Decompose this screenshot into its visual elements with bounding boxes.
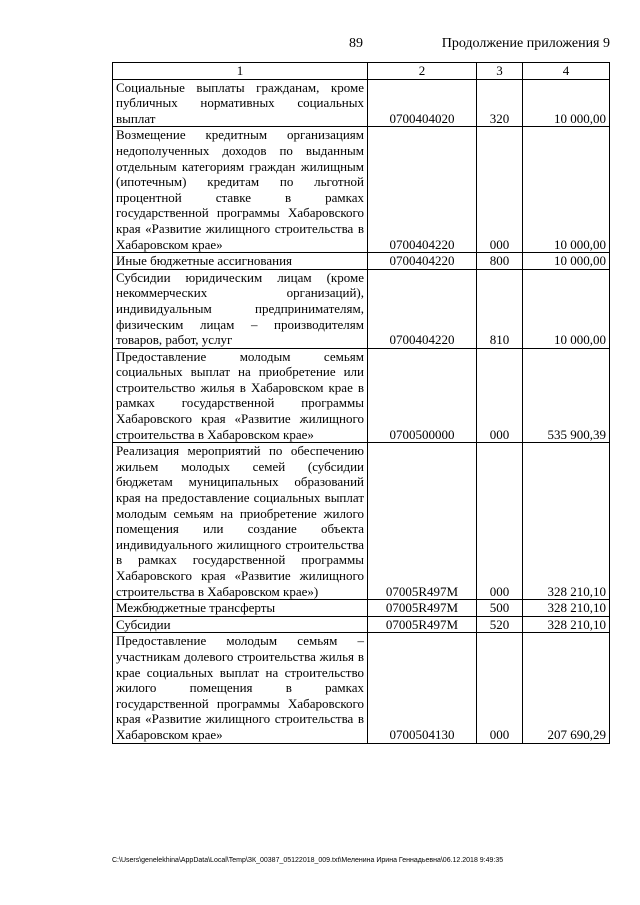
table-row [113, 127, 610, 253]
row-expense-type: 320 [477, 79, 523, 127]
page-number: 89 [349, 36, 363, 51]
row-description: Межбюджетные трансферты [113, 600, 368, 617]
table-row [113, 600, 610, 617]
row-target-code: 07005R497M [368, 616, 477, 633]
row-description: Реализация мероприятий по обеспечению жильем молодых семей (субсидии бюджетам муниципальных образований края на предоставление социальных выплат молодым семьям на приобретение жилого помещения или создание объекта индивидуального жилищного строительства в рамках государственной программы Хабаровского края «Развитие жилищного строительства в Хабаровском крае») [113, 443, 368, 600]
column-header-4: 4 [523, 63, 610, 80]
table-row [113, 348, 610, 443]
row-target-code: 0700404220 [368, 269, 477, 348]
row-target-code: 0700404220 [368, 127, 477, 253]
table-row [113, 633, 610, 743]
row-description: Социальные выплаты гражданам, кроме публичных нормативных социальных выплат [113, 79, 368, 127]
column-header-2: 2 [368, 63, 477, 80]
row-amount: 207 690,29 [523, 633, 610, 743]
table-row [113, 443, 610, 600]
row-description: Предоставление молодым семьям социальных выплат на приобретение или строительство жилья в Хабаровском крае в рамках государственной программы Хабаровского края «Развитие жилищного строительства в Хабаровском крае» [113, 348, 368, 443]
file-path-footer: C:\Users\genelekhina\AppData\Local\Temp\ЗК_00387_05122018_009.txt\Меленина Ирина Геннадьевна\06.12.2018 9:49:35 [112, 857, 504, 864]
row-expense-type: 520 [477, 616, 523, 633]
row-amount: 328 210,10 [523, 616, 610, 633]
row-expense-type: 000 [477, 127, 523, 253]
column-header-1: 1 [113, 63, 368, 80]
row-expense-type: 500 [477, 600, 523, 617]
row-description: Субсидии юридическим лицам (кроме некоммерческих организаций), индивидуальным предпринимателям, физическим лицам – производителям товаров, работ, услуг [113, 269, 368, 348]
table-row [113, 616, 610, 633]
row-expense-type: 000 [477, 348, 523, 443]
row-description: Возмещение кредитным организациям недополученных доходов по выданным отдельным категориям граждан жилищным (ипотечным) кредитам по льготной процентной ставке в рамках государственной программы Хабаровского края «Развитие жилищного строительства в Хабаровском крае» [113, 127, 368, 253]
row-description: Иные бюджетные ассигнования [113, 253, 368, 270]
row-amount: 328 210,10 [523, 443, 610, 600]
row-amount: 10 000,00 [523, 269, 610, 348]
table-row [113, 253, 610, 270]
row-expense-type: 810 [477, 269, 523, 348]
row-target-code: 0700504130 [368, 633, 477, 743]
row-amount: 328 210,10 [523, 600, 610, 617]
row-amount: 10 000,00 [523, 253, 610, 270]
row-expense-type: 000 [477, 633, 523, 743]
table-header-row [113, 63, 610, 80]
row-amount: 10 000,00 [523, 127, 610, 253]
table-row [113, 269, 610, 348]
row-target-code: 07005R497M [368, 443, 477, 600]
row-expense-type: 800 [477, 253, 523, 270]
row-target-code: 0700404020 [368, 79, 477, 127]
table-row [113, 79, 610, 127]
row-amount: 10 000,00 [523, 79, 610, 127]
row-target-code: 07005R497M [368, 600, 477, 617]
row-target-code: 0700500000 [368, 348, 477, 443]
row-target-code: 0700404220 [368, 253, 477, 270]
budget-table [112, 62, 610, 744]
continuation-caption: Продолжение приложения 9 [441, 36, 610, 51]
row-description: Субсидии [113, 616, 368, 633]
row-description: Предоставление молодым семьям – участникам долевого строительства жилья в крае социальных выплат на строительство жилого помещения в рамках государственной программы Хабаровского края «Развитие жилищного строительства в Хабаровском крае» [113, 633, 368, 743]
row-amount: 535 900,39 [523, 348, 610, 443]
row-expense-type: 000 [477, 443, 523, 600]
column-header-3: 3 [477, 63, 523, 80]
